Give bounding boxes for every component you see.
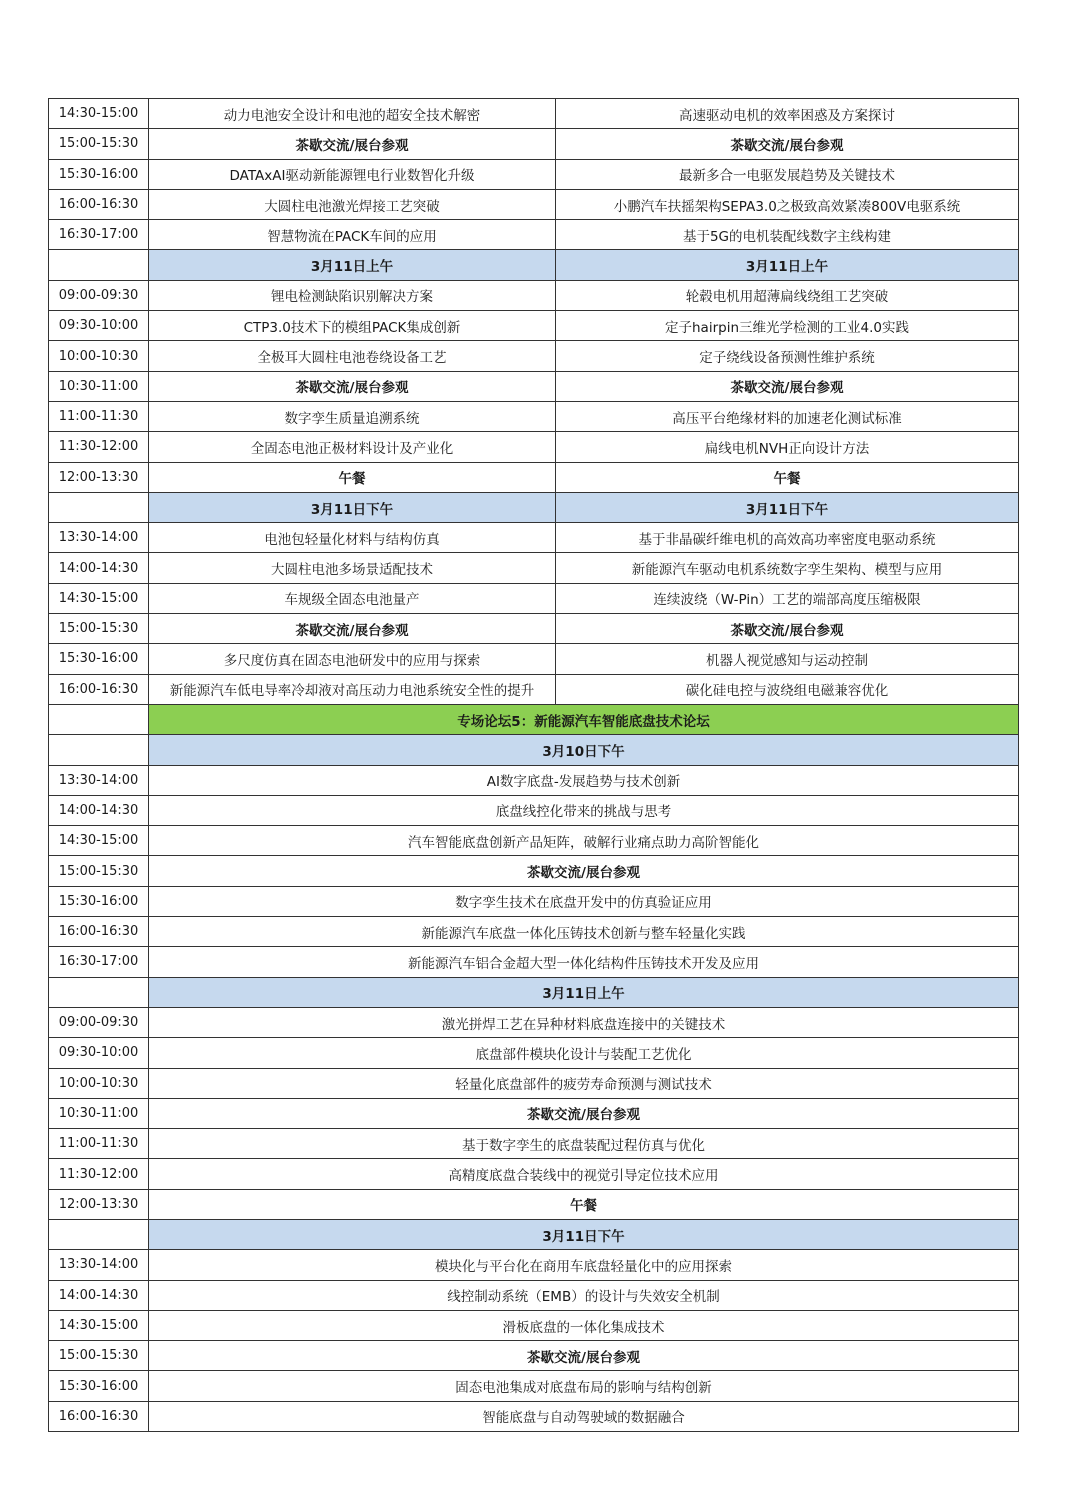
schedule-row <box>49 644 1019 674</box>
schedule-row <box>49 1341 1019 1371</box>
right-session-cell: 茶歇交流/展台参观 <box>556 371 1019 401</box>
session-cell: 午餐 <box>149 1189 1019 1219</box>
empty-time-cell <box>49 492 149 522</box>
time-cell: 10:30-11:00 <box>49 371 149 401</box>
left-session-cell: 全固态电池正极材料设计及产业化 <box>149 432 556 462</box>
schedule-row <box>49 704 1019 734</box>
left-session-cell: 动力电池安全设计和电池的超安全技术解密 <box>149 99 556 129</box>
time-cell: 15:30-16:00 <box>49 1371 149 1401</box>
session-cell: 智能底盘与自动驾驶域的数据融合 <box>149 1401 1019 1431</box>
time-cell: 09:00-09:30 <box>49 1007 149 1037</box>
time-cell: 12:00-13:30 <box>49 462 149 492</box>
right-session-cell: 基于非晶碳纤维电机的高效高功率密度电驱动系统 <box>556 523 1019 553</box>
time-cell: 14:00-14:30 <box>49 1280 149 1310</box>
time-cell: 10:00-10:30 <box>49 1068 149 1098</box>
time-cell: 16:00-16:30 <box>49 917 149 947</box>
schedule-row <box>49 311 1019 341</box>
session-cell: 线控制动系统（EMB）的设计与失效安全机制 <box>149 1280 1019 1310</box>
time-cell: 13:30-14:00 <box>49 765 149 795</box>
time-cell: 15:00-15:30 <box>49 129 149 159</box>
time-cell: 12:00-13:30 <box>49 1189 149 1219</box>
session-cell: 高精度底盘合装线中的视觉引导定位技术应用 <box>149 1159 1019 1189</box>
session-cell: 茶歇交流/展台参观 <box>149 1341 1019 1371</box>
schedule-row <box>49 159 1019 189</box>
schedule-row <box>49 1401 1019 1431</box>
right-session-cell: 茶歇交流/展台参观 <box>556 129 1019 159</box>
schedule-row <box>49 250 1019 280</box>
session-cell: 轻量化底盘部件的疲劳寿命预测与测试技术 <box>149 1068 1019 1098</box>
left-session-cell: 大圆柱电池多场景适配技术 <box>149 553 556 583</box>
empty-time-cell <box>49 1219 149 1249</box>
schedule-row <box>49 1371 1019 1401</box>
left-session-cell: 电池包轻量化材料与结构仿真 <box>149 523 556 553</box>
right-session-cell: 高速驱动电机的效率困惑及方案探讨 <box>556 99 1019 129</box>
schedule-row <box>49 432 1019 462</box>
time-cell: 15:00-15:30 <box>49 856 149 886</box>
empty-time-cell <box>49 977 149 1007</box>
time-cell: 15:30-16:00 <box>49 159 149 189</box>
session-cell: 基于数字孪生的底盘装配过程仿真与优化 <box>149 1129 1019 1159</box>
time-cell: 14:30-15:00 <box>49 99 149 129</box>
schedule-row <box>49 614 1019 644</box>
schedule-row <box>49 129 1019 159</box>
empty-time-cell <box>49 250 149 280</box>
session-cell: 固态电池集成对底盘布局的影响与结构创新 <box>149 1371 1019 1401</box>
time-cell: 15:30-16:00 <box>49 886 149 916</box>
time-cell: 14:30-15:00 <box>49 826 149 856</box>
time-cell: 16:30-17:00 <box>49 220 149 250</box>
left-day-header: 3月11日上午 <box>149 250 556 280</box>
left-session-cell: 智慧物流在PACK车间的应用 <box>149 220 556 250</box>
schedule-row <box>49 1098 1019 1128</box>
left-session-cell: 锂电检测缺陷识别解决方案 <box>149 280 556 310</box>
schedule-row <box>49 826 1019 856</box>
left-session-cell: 大圆柱电池激光焊接工艺突破 <box>149 189 556 219</box>
right-session-cell: 高压平台绝缘材料的加速老化测试标准 <box>556 401 1019 431</box>
schedule-row <box>49 280 1019 310</box>
day-header: 3月10日下午 <box>149 735 1019 765</box>
right-session-cell: 连续波绕（W-Pin）工艺的端部高度压缩极限 <box>556 583 1019 613</box>
time-cell: 14:00-14:30 <box>49 553 149 583</box>
schedule-row <box>49 674 1019 704</box>
empty-time-cell <box>49 704 149 734</box>
right-session-cell: 基于5G的电机装配线数字主线构建 <box>556 220 1019 250</box>
right-session-cell: 最新多合一电驱发展趋势及关键技术 <box>556 159 1019 189</box>
left-day-header: 3月11日下午 <box>149 492 556 522</box>
schedule-row <box>49 1068 1019 1098</box>
session-cell: 底盘部件模块化设计与装配工艺优化 <box>149 1038 1019 1068</box>
time-cell: 15:30-16:00 <box>49 644 149 674</box>
time-cell: 14:30-15:00 <box>49 1310 149 1340</box>
left-session-cell: 茶歇交流/展台参观 <box>149 614 556 644</box>
time-cell: 16:00-16:30 <box>49 674 149 704</box>
session-cell: 汽车智能底盘创新产品矩阵，破解行业痛点助力高阶智能化 <box>149 826 1019 856</box>
schedule-row <box>49 371 1019 401</box>
time-cell: 09:00-09:30 <box>49 280 149 310</box>
left-session-cell: 茶歇交流/展台参观 <box>149 129 556 159</box>
right-session-cell: 新能源汽车驱动电机系统数字孪生架构、模型与应用 <box>556 553 1019 583</box>
schedule-row <box>49 189 1019 219</box>
schedule-row <box>49 856 1019 886</box>
right-session-cell: 茶歇交流/展台参观 <box>556 614 1019 644</box>
schedule-row <box>49 583 1019 613</box>
time-cell: 11:00-11:30 <box>49 1129 149 1159</box>
schedule-row <box>49 1250 1019 1280</box>
time-cell: 11:30-12:00 <box>49 432 149 462</box>
right-session-cell: 定子hairpin三维光学检测的工业4.0实践 <box>556 311 1019 341</box>
session-cell: 数字孪生技术在底盘开发中的仿真验证应用 <box>149 886 1019 916</box>
schedule-row <box>49 492 1019 522</box>
session-cell: 茶歇交流/展台参观 <box>149 856 1019 886</box>
time-cell: 10:00-10:30 <box>49 341 149 371</box>
session-cell: 茶歇交流/展台参观 <box>149 1098 1019 1128</box>
schedule-row <box>49 886 1019 916</box>
session-cell: 滑板底盘的一体化集成技术 <box>149 1310 1019 1340</box>
session-cell: 模块化与平台化在商用车底盘轻量化中的应用探索 <box>149 1250 1019 1280</box>
schedule-row <box>49 1310 1019 1340</box>
schedule-row <box>49 401 1019 431</box>
schedule-row <box>49 1219 1019 1249</box>
time-cell: 13:30-14:00 <box>49 523 149 553</box>
right-session-cell: 午餐 <box>556 462 1019 492</box>
left-session-cell: CTP3.0技术下的模组PACK集成创新 <box>149 311 556 341</box>
schedule-row <box>49 1280 1019 1310</box>
time-cell: 15:00-15:30 <box>49 614 149 644</box>
schedule-row <box>49 917 1019 947</box>
forum-title: 专场论坛5：新能源汽车智能底盘技术论坛 <box>149 704 1019 734</box>
time-cell: 14:30-15:00 <box>49 583 149 613</box>
schedule-row <box>49 947 1019 977</box>
time-cell: 11:00-11:30 <box>49 401 149 431</box>
right-session-cell: 小鹏汽车扶摇架构SEPA3.0之极致高效紧凑800V电驱系统 <box>556 189 1019 219</box>
time-cell: 16:00-16:30 <box>49 189 149 219</box>
right-session-cell: 扁线电机NVH正向设计方法 <box>556 432 1019 462</box>
schedule-row <box>49 1159 1019 1189</box>
right-day-header: 3月11日上午 <box>556 250 1019 280</box>
schedule-row <box>49 553 1019 583</box>
schedule-row <box>49 220 1019 250</box>
schedule-row <box>49 462 1019 492</box>
schedule-row <box>49 523 1019 553</box>
empty-time-cell <box>49 735 149 765</box>
right-session-cell: 机器人视觉感知与运动控制 <box>556 644 1019 674</box>
day-header: 3月11日上午 <box>149 977 1019 1007</box>
left-session-cell: 车规级全固态电池量产 <box>149 583 556 613</box>
time-cell: 13:30-14:00 <box>49 1250 149 1280</box>
left-session-cell: 茶歇交流/展台参观 <box>149 371 556 401</box>
session-cell: 新能源汽车铝合金超大型一体化结构件压铸技术开发及应用 <box>149 947 1019 977</box>
right-day-header: 3月11日下午 <box>556 492 1019 522</box>
time-cell: 16:30-17:00 <box>49 947 149 977</box>
session-cell: 新能源汽车底盘一体化压铸技术创新与整车轻量化实践 <box>149 917 1019 947</box>
left-session-cell: DATAxAI驱动新能源锂电行业数智化升级 <box>149 159 556 189</box>
time-cell: 09:30-10:00 <box>49 311 149 341</box>
right-session-cell: 定子绕线设备预测性维护系统 <box>556 341 1019 371</box>
schedule-row <box>49 977 1019 1007</box>
time-cell: 14:00-14:30 <box>49 795 149 825</box>
left-session-cell: 多尺度仿真在固态电池研发中的应用与探索 <box>149 644 556 674</box>
time-cell: 11:30-12:00 <box>49 1159 149 1189</box>
day-header: 3月11日下午 <box>149 1219 1019 1249</box>
right-session-cell: 碳化硅电控与波绕组电磁兼容优化 <box>556 674 1019 704</box>
time-cell: 10:30-11:00 <box>49 1098 149 1128</box>
time-cell: 09:30-10:00 <box>49 1038 149 1068</box>
schedule-row <box>49 341 1019 371</box>
schedule-row <box>49 1007 1019 1037</box>
schedule-row <box>49 1038 1019 1068</box>
left-session-cell: 数字孪生质量追溯系统 <box>149 401 556 431</box>
schedule-body <box>49 99 1019 1432</box>
left-session-cell: 新能源汽车低电导率冷却液对高压动力电池系统安全性的提升 <box>149 674 556 704</box>
schedule-row <box>49 765 1019 795</box>
left-session-cell: 全极耳大圆柱电池卷绕设备工艺 <box>149 341 556 371</box>
time-cell: 15:00-15:30 <box>49 1341 149 1371</box>
right-session-cell: 轮毂电机用超薄扁线绕组工艺突破 <box>556 280 1019 310</box>
session-cell: 底盘线控化带来的挑战与思考 <box>149 795 1019 825</box>
schedule-row <box>49 735 1019 765</box>
schedule-row <box>49 1189 1019 1219</box>
schedule-row <box>49 1129 1019 1159</box>
session-cell: 激光拼焊工艺在异种材料底盘连接中的关键技术 <box>149 1007 1019 1037</box>
schedule-table <box>48 98 1019 1432</box>
session-cell: AI数字底盘-发展趋势与技术创新 <box>149 765 1019 795</box>
left-session-cell: 午餐 <box>149 462 556 492</box>
schedule-row <box>49 795 1019 825</box>
time-cell: 16:00-16:30 <box>49 1401 149 1431</box>
schedule-row <box>49 99 1019 129</box>
